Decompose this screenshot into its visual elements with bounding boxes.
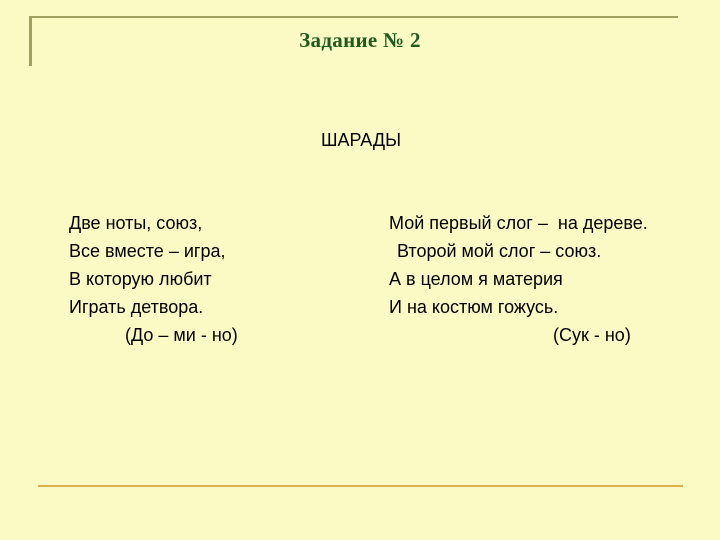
riddle-line: А в целом я материя xyxy=(389,269,563,289)
riddle-line: Мой первый слог – на дереве. xyxy=(389,213,648,233)
top-frame-line xyxy=(29,16,678,18)
riddle-line: И на костюм гожусь. xyxy=(389,297,559,317)
riddle-answer: (До – ми - но) xyxy=(125,325,238,345)
section-heading-text: ШАРАДЫ xyxy=(320,130,402,150)
bottom-divider xyxy=(38,485,683,487)
section-heading xyxy=(0,130,720,151)
riddle-answer: (Сук - но) xyxy=(553,325,631,345)
riddle-line: Второй мой слог – союз. xyxy=(397,241,602,261)
riddle-line: Играть детвора. xyxy=(69,297,204,317)
riddle-line: Две ноты, союз, xyxy=(69,213,203,233)
riddle-right xyxy=(389,209,648,349)
riddle-left xyxy=(69,209,238,349)
riddle-line: Все вместе – игра, xyxy=(69,241,226,261)
riddle-line: В которую любит xyxy=(69,269,212,289)
slide-title: Задание № 2 xyxy=(299,28,421,52)
